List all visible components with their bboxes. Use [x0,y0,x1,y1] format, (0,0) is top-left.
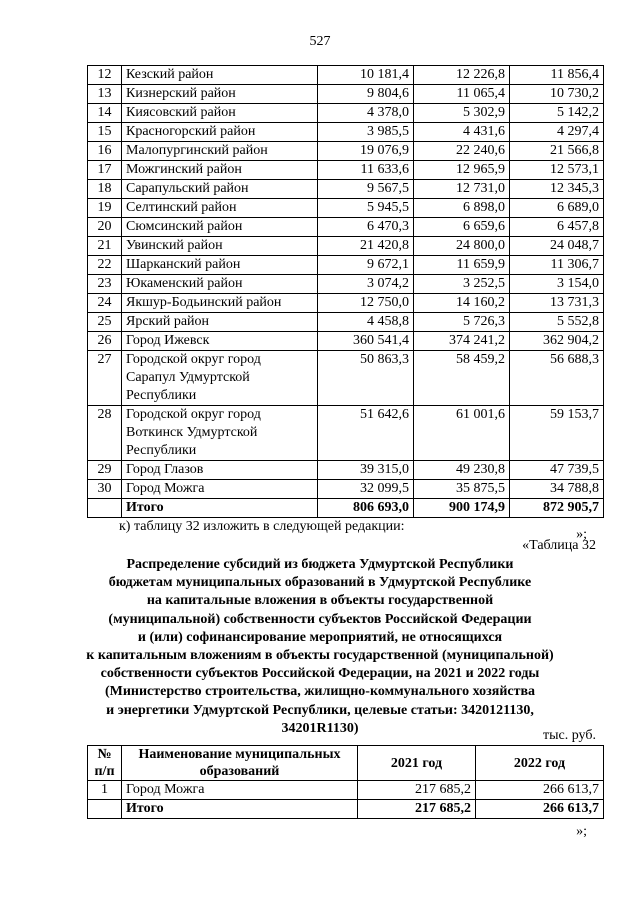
total-row [88,800,604,819]
row-2020: 3 074,2 [318,275,414,294]
row-2021: 5 302,9 [414,104,510,123]
row-2021: 22 240,6 [414,142,510,161]
table-row [88,406,604,461]
row-2021: 24 800,0 [414,237,510,256]
table-row [88,85,604,104]
table-row [88,199,604,218]
title-line: и энергетики Удмуртской Республики, целевые статьи: 3420121130, [106,702,534,718]
row-2020: 39 315,0 [318,461,414,480]
row-name: Сюмсинский район [122,218,318,237]
row-2022: 47 739,5 [510,461,604,480]
header-2022: 2022 год [476,746,604,781]
row-2021: 217 685,2 [358,781,476,800]
row-2020: 360 541,4 [318,332,414,351]
row-num: 28 [88,406,122,461]
row-2022: 13 731,3 [510,294,604,313]
row-name: Город Можга [122,480,318,499]
title-line: Распределение субсидий из бюджета Удмуртской Республики [126,557,514,572]
row-2021: 61 001,6 [414,406,510,461]
row-num: 23 [88,275,122,294]
row-name: Сарапульский район [122,180,318,199]
row-2022: 59 153,7 [510,406,604,461]
row-2020: 51 642,6 [318,406,414,461]
row-2020: 9 804,6 [318,85,414,104]
total-num [88,499,122,518]
row-num: 22 [88,256,122,275]
row-2022: 12 573,1 [510,161,604,180]
total-num [88,800,122,819]
title-line: (Министерство строительства, жилищно-коммунального хозяйства [104,684,536,700]
row-2020: 5 945,5 [318,199,414,218]
row-num: 1 [88,781,122,800]
table-row [88,66,604,85]
table-32-header [88,746,604,781]
row-2020: 50 863,3 [318,351,414,406]
row-2022: 266 613,7 [476,781,604,800]
row-num: 20 [88,218,122,237]
header-2021: 2021 год [358,746,476,781]
closing-quote-2: »; [576,824,587,839]
row-2020: 3 985,5 [318,123,414,142]
table-row [88,180,604,199]
row-num: 19 [88,199,122,218]
row-2022: 11 856,4 [510,66,604,85]
title-line: 34201R1130) [281,720,359,736]
row-num: 21 [88,237,122,256]
row-num: 17 [88,161,122,180]
title-line: к капитальным вложениям в объекты государственной (муниципальной) [86,648,554,664]
row-2020: 6 470,3 [318,218,414,237]
row-2022: 4 297,4 [510,123,604,142]
title-line: бюджетам муниципальных образований в Удмуртской Республике [108,575,532,591]
row-num: 27 [88,351,122,406]
table-row [88,313,604,332]
row-2022: 11 306,7 [510,256,604,275]
row-name: Город Можга [122,781,358,800]
table-row [88,218,604,237]
header-name: Наименование муниципальных образований [122,746,358,781]
table-row [88,142,604,161]
row-name: Якшур-Бодьинский район [122,294,318,313]
total-2022: 266 613,7 [476,800,604,819]
row-name: Ярский район [122,313,318,332]
units-label: тыс. руб. [543,728,596,743]
row-2022: 5 552,8 [510,313,604,332]
row-2021: 3 252,5 [414,275,510,294]
row-2022: 6 457,8 [510,218,604,237]
table-row [88,332,604,351]
row-2021: 58 459,2 [414,351,510,406]
page-number: 527 [309,34,331,49]
row-2021: 35 875,5 [414,480,510,499]
subsidy-table-continued [87,65,604,518]
row-2021: 374 241,2 [414,332,510,351]
row-num: 24 [88,294,122,313]
table-row [88,351,604,406]
title-line: собственности субъектов Российской Федерации, на 2021 и 2022 годы [100,666,540,682]
row-name: Киясовский район [122,104,318,123]
row-name: Увинский район [122,237,318,256]
table-row [88,123,604,142]
row-2022: 34 788,8 [510,480,604,499]
row-num: 25 [88,313,122,332]
row-2022: 12 345,3 [510,180,604,199]
row-name: Городской округ город Сарапул Удмуртской Республики [122,351,318,406]
row-2022: 24 048,7 [510,237,604,256]
title-line: и (или) софинансирование мероприятий, не относящихся [137,629,503,645]
total-2021: 900 174,9 [414,499,510,518]
row-num: 30 [88,480,122,499]
row-2020: 12 750,0 [318,294,414,313]
row-name: Кизнерский район [122,85,318,104]
table-row [88,237,604,256]
row-num: 26 [88,332,122,351]
row-name: Красногорский район [122,123,318,142]
row-2022: 56 688,3 [510,351,604,406]
instruction-text: к) таблицу 32 изложить в следующей редакции: [119,519,405,534]
row-num: 18 [88,180,122,199]
row-name: Город Глазов [122,461,318,480]
row-2020: 9 672,1 [318,256,414,275]
row-2020: 11 633,6 [318,161,414,180]
row-2021: 5 726,3 [414,313,510,332]
total-2020: 806 693,0 [318,499,414,518]
row-2020: 19 076,9 [318,142,414,161]
row-2020: 4 458,8 [318,313,414,332]
table-32 [87,745,604,819]
row-2022: 21 566,8 [510,142,604,161]
row-2022: 10 730,2 [510,85,604,104]
table-row [88,461,604,480]
row-2021: 11 659,9 [414,256,510,275]
table-row [88,781,604,800]
row-2021: 12 226,8 [414,66,510,85]
row-2020: 32 099,5 [318,480,414,499]
row-2020: 9 567,5 [318,180,414,199]
row-name: Можгинский район [122,161,318,180]
row-2021: 12 731,0 [414,180,510,199]
total-2022: 872 905,7 [510,499,604,518]
table-row [88,161,604,180]
row-num: 16 [88,142,122,161]
closing-quote-1: »; [576,527,587,542]
row-2021: 6 898,0 [414,199,510,218]
table-row [88,294,604,313]
row-name: Кезский район [122,66,318,85]
row-2022: 6 689,0 [510,199,604,218]
row-2022: 362 904,2 [510,332,604,351]
row-2021: 6 659,6 [414,218,510,237]
row-name: Селтинский район [122,199,318,218]
row-name: Городской округ город Воткинск Удмуртской Республики [122,406,318,461]
row-2021: 14 160,2 [414,294,510,313]
row-num: 14 [88,104,122,123]
row-num: 15 [88,123,122,142]
row-num: 29 [88,461,122,480]
total-row [88,499,604,518]
row-2020: 4 378,0 [318,104,414,123]
title-line: на капитальные вложения в объекты государственной [146,593,494,609]
table-row [88,480,604,499]
row-2021: 4 431,6 [414,123,510,142]
row-name: Шарканский район [122,256,318,275]
row-2021: 49 230,8 [414,461,510,480]
title-line: (муниципальной) собственности субъектов Российской Федерации [108,611,532,627]
row-num: 13 [88,85,122,104]
row-num: 12 [88,66,122,85]
row-2022: 5 142,2 [510,104,604,123]
total-label: Итого [122,800,358,819]
table-row [88,275,604,294]
table-row [88,104,604,123]
row-2020: 10 181,4 [318,66,414,85]
row-2021: 12 965,9 [414,161,510,180]
header-num: № п/п [88,746,122,781]
row-name: Город Ижевск [122,332,318,351]
total-2021: 217 685,2 [358,800,476,819]
total-label: Итого [122,499,318,518]
table-row [88,256,604,275]
row-2022: 3 154,0 [510,275,604,294]
row-2021: 11 065,4 [414,85,510,104]
table-32-title [40,556,600,738]
row-name: Малопургинский район [122,142,318,161]
row-2020: 21 420,8 [318,237,414,256]
row-name: Юкаменский район [122,275,318,294]
table-label: «Таблица 32 [522,538,596,553]
